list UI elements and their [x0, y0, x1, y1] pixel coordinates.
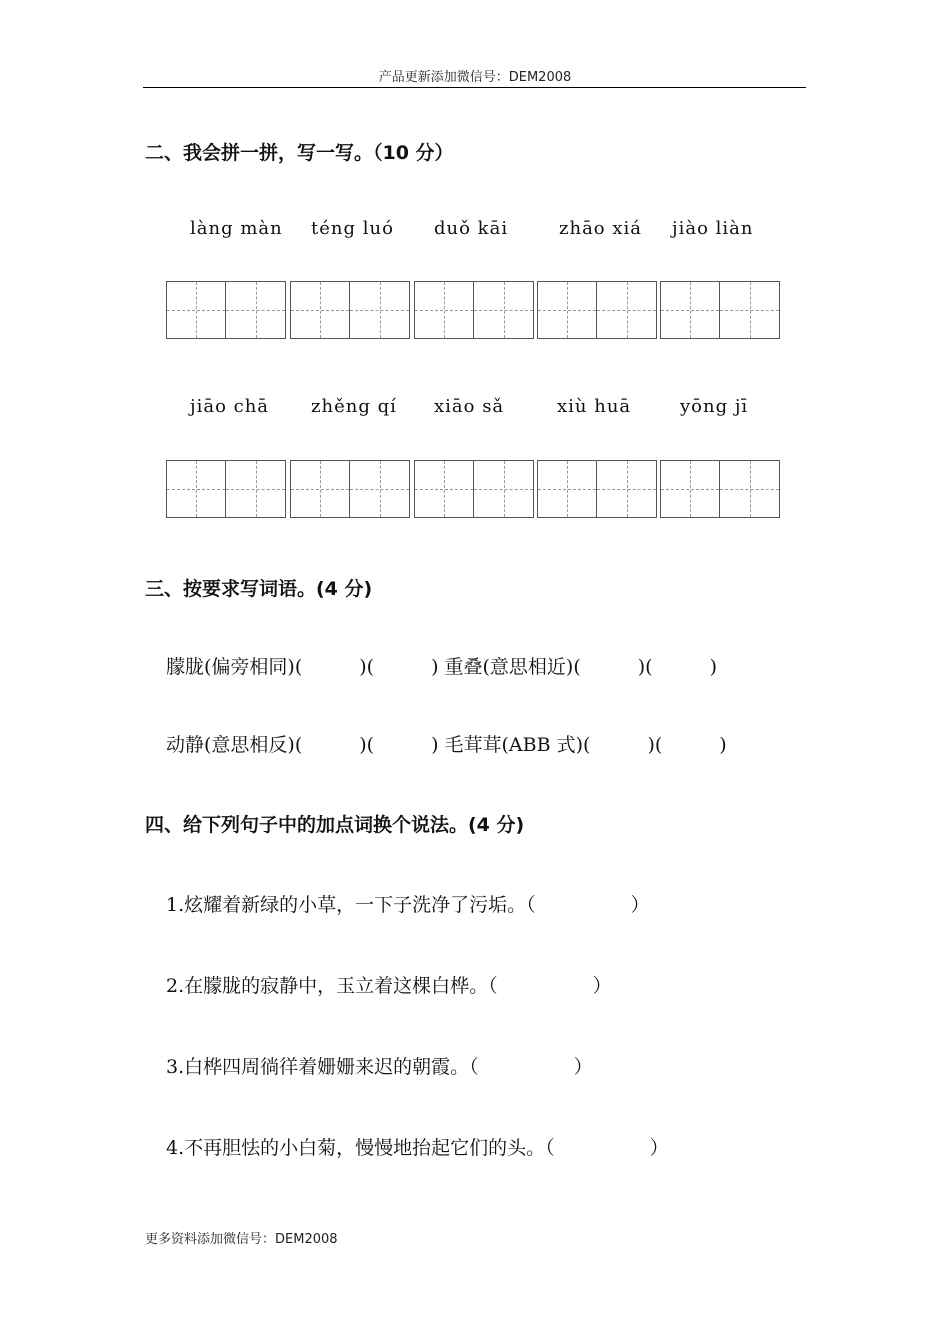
- writing-box[interactable]: [537, 460, 657, 518]
- writing-cell[interactable]: [415, 461, 474, 517]
- writing-cell[interactable]: [538, 461, 597, 517]
- writing-box[interactable]: [166, 281, 286, 339]
- writing-box[interactable]: [166, 460, 286, 518]
- page-header: 产品更新添加微信号：DEM2008: [378, 70, 572, 85]
- pinyin-row1-item5: jiào liàn: [672, 218, 754, 239]
- writing-cell[interactable]: [474, 461, 533, 517]
- writing-cell[interactable]: [661, 282, 720, 338]
- writing-cell[interactable]: [415, 282, 474, 338]
- pinyin-row1-item2: téng luó: [311, 218, 394, 239]
- section3-heading: 三、按要求写词语。(4 分): [145, 578, 373, 600]
- writing-cell[interactable]: [720, 282, 779, 338]
- section4-heading: 四、给下列句子中的加点词换个说法。(4 分): [145, 814, 525, 836]
- pinyin-row1-item1: làng màn: [190, 218, 283, 239]
- writing-cell[interactable]: [226, 282, 285, 338]
- pinyin-row2-item3: xiāo sǎ: [434, 396, 505, 417]
- writing-box[interactable]: [414, 460, 534, 518]
- writing-cell[interactable]: [291, 461, 350, 517]
- writing-cell[interactable]: [167, 282, 226, 338]
- page-footer: 更多资料添加微信号：DEM2008: [145, 1232, 338, 1247]
- writing-cell[interactable]: [474, 282, 533, 338]
- section4-item3: 3.白桦四周徜徉着姗姗来迟的朝霞。（ ）: [166, 1056, 593, 1078]
- pinyin-row1-item4: zhāo xiá: [559, 218, 643, 239]
- writing-box[interactable]: [414, 281, 534, 339]
- writing-box[interactable]: [660, 460, 780, 518]
- pinyin-row2-item1: jiāo chā: [190, 396, 270, 417]
- section3-line1: 朦胧(偏旁相同)( )( ) 重叠(意思相近)( )( ): [166, 656, 717, 678]
- writing-box[interactable]: [537, 281, 657, 339]
- writing-cell[interactable]: [350, 282, 409, 338]
- writing-cell[interactable]: [350, 461, 409, 517]
- pinyin-row2-item2: zhěng qí: [311, 396, 397, 417]
- writing-cell[interactable]: [538, 282, 597, 338]
- pinyin-row2-item5: yōng jī: [680, 396, 749, 417]
- header-rule: [143, 87, 806, 88]
- writing-box[interactable]: [660, 281, 780, 339]
- writing-cell[interactable]: [167, 461, 226, 517]
- writing-cell[interactable]: [597, 461, 656, 517]
- writing-box[interactable]: [290, 460, 410, 518]
- pinyin-row1-item3: duǒ kāi: [434, 218, 509, 239]
- writing-cell[interactable]: [597, 282, 656, 338]
- writing-cell[interactable]: [720, 461, 779, 517]
- section4-item2: 2.在朦胧的寂静中，玉立着这棵白桦。（ ）: [166, 975, 612, 997]
- writing-cell[interactable]: [661, 461, 720, 517]
- section2-heading: 二、我会拼一拼，写一写。（10 分）: [145, 142, 454, 164]
- writing-box[interactable]: [290, 281, 410, 339]
- writing-cell[interactable]: [291, 282, 350, 338]
- section4-item1: 1.炫耀着新绿的小草，一下子洗净了污垢。（ ）: [166, 894, 650, 916]
- pinyin-row2-item4: xiù huā: [557, 396, 632, 417]
- writing-cell[interactable]: [226, 461, 285, 517]
- section4-item4: 4.不再胆怯的小白菊，慢慢地抬起它们的头。（ ）: [166, 1137, 669, 1159]
- section3-line2: 动静(意思相反)( )( ) 毛茸茸(ABB 式)( )( ): [166, 734, 727, 756]
